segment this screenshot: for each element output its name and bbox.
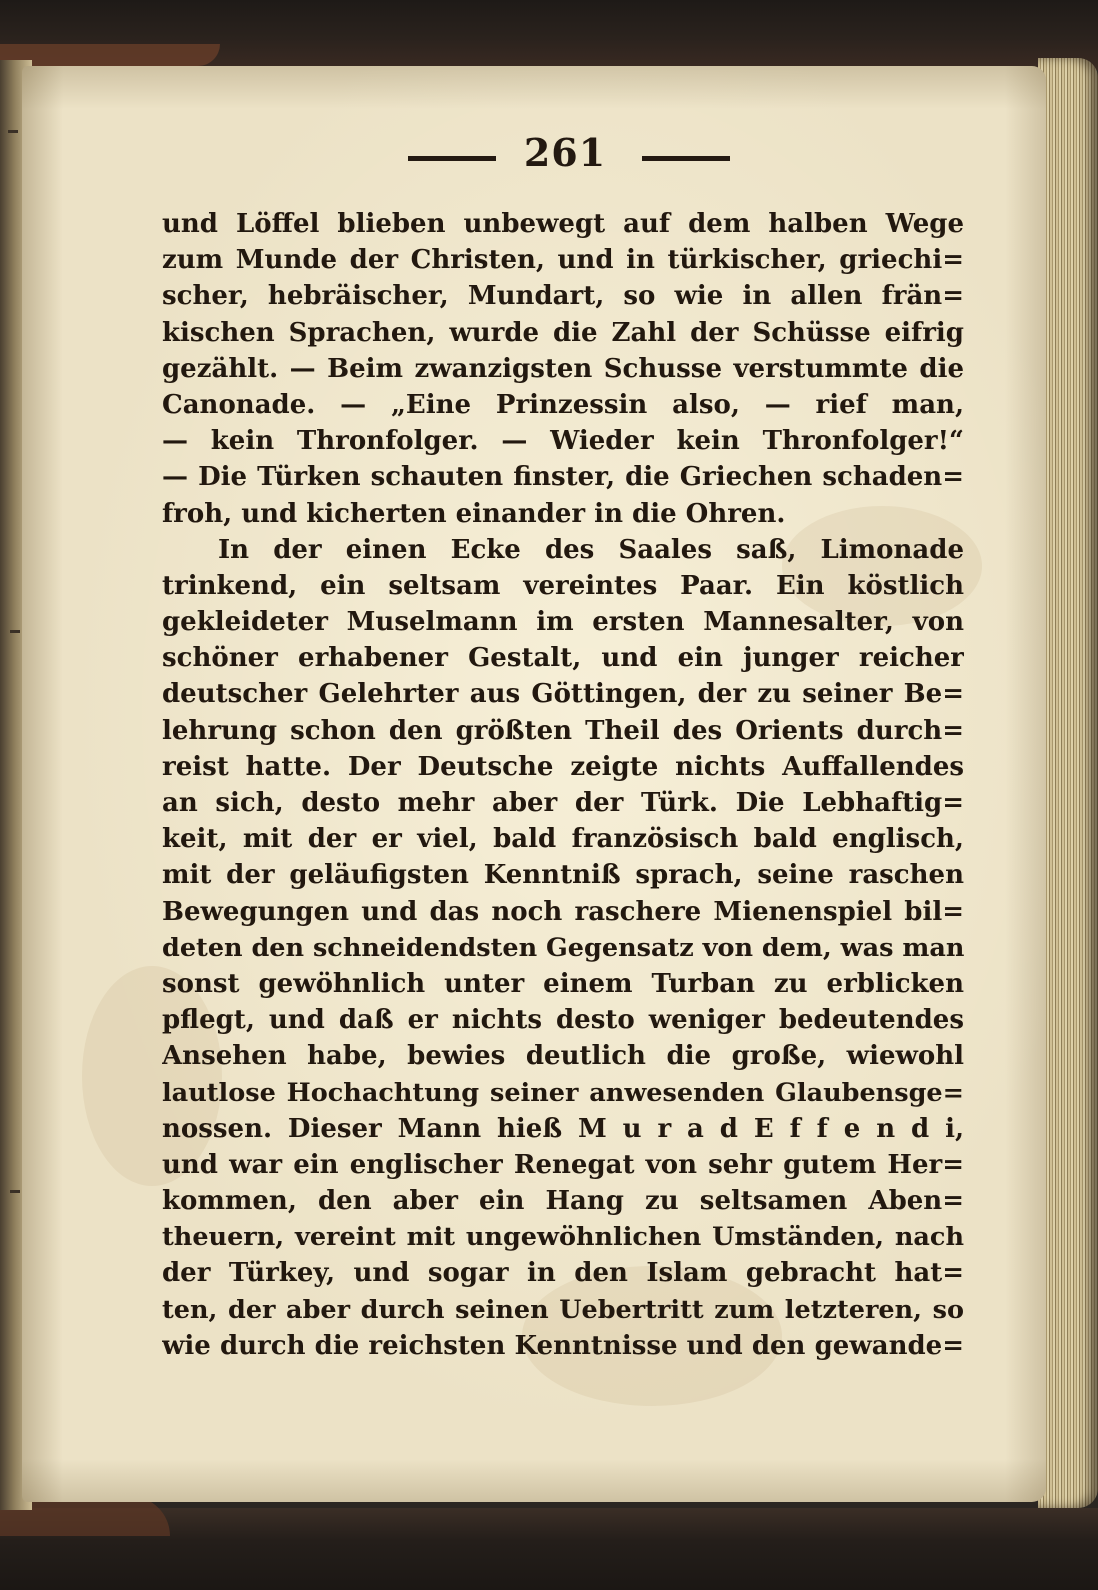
text-line: Canonade. — „Eine Prinzessin also, — rief man, (162, 389, 964, 420)
text-line: nossen. Dieser Mann hieß M u r a d E f f e n d i, (162, 1113, 964, 1144)
text-line: gezählt. — Beim zwanzigsten Schusse verstummte die (162, 353, 964, 384)
text-line: trinkend, ein seltsam vereintes Paar. Ein köstlich (162, 570, 964, 601)
text-line: zum Munde der Christen, und in türkischer, griechi= (162, 245, 964, 276)
body-text (162, 206, 964, 1364)
text-line: gekleideter Muselmann im ersten Mannesalter, von (162, 607, 964, 638)
text-line: kischen Sprachen, wurde die Zahl der Schüsse eifrig (162, 317, 964, 348)
text-line: und Löffel blieben unbewegt auf dem halben Wege (162, 209, 964, 239)
text-line: sonst gewöhnlich unter einem Turban zu erblicken (162, 968, 964, 999)
page-number: 261 (523, 130, 607, 175)
header-rule-left (408, 156, 496, 161)
text-line: lehrung schon den größten Theil des Orients durch= (162, 715, 964, 746)
text-line: keit, mit der er viel, bald französisch bald englisch, (162, 824, 964, 855)
margin-mark (10, 630, 20, 633)
text-line: Bewegungen und das noch raschere Mienenspiel bil= (162, 896, 964, 927)
text-line: Ansehen habe, bewies deutlich die große, wiewohl (162, 1041, 964, 1072)
text-line: reist hatte. Der Deutsche zeigte nichts Auffallendes (162, 751, 964, 782)
text-line: scher, hebräischer, Mundart, so wie in allen frän= (162, 281, 964, 312)
text-line: theuern, vereint mit ungewöhnlichen Umständen, nach (162, 1222, 964, 1253)
text-line: und war ein englischer Renegat von sehr gutem Her= (162, 1149, 964, 1180)
text-line: der Türkey, und sogar in den Islam gebracht hat= (162, 1258, 964, 1289)
text-line: In der einen Ecke des Saales saß, Limonade (218, 534, 964, 565)
page-header (0, 130, 1098, 190)
text-line: mit der geläufigsten Kenntniß sprach, seine raschen (162, 860, 964, 891)
text-line: deutscher Gelehrter aus Göttingen, der zu seiner Be= (162, 679, 964, 710)
header-rule-right (642, 156, 730, 161)
text-line: pflegt, und daß er nichts desto weniger bedeutendes (162, 1005, 964, 1036)
cover-leather-edge-top (0, 44, 220, 66)
text-line: froh, und kicherten einander in die Ohren. (162, 498, 786, 529)
text-line: an sich, desto mehr aber der Türk. Die Lebhaftig= (162, 788, 964, 818)
margin-mark (10, 1190, 20, 1193)
text-line: deten den schneidendsten Gegensatz von dem, was man (162, 932, 964, 963)
text-line: — Die Türken schauten finster, die Griechen schaden= (162, 462, 964, 493)
text-line: lautlose Hochachtung seiner anwesenden Glaubensge= (162, 1077, 964, 1108)
text-line: wie durch die reichsten Kenntnisse und den gewande= (162, 1330, 964, 1361)
text-line: — kein Thronfolger. — Wieder kein Thronfolger!“ (162, 426, 964, 457)
text-line: kommen, den aber ein Hang zu seltsamen Aben= (162, 1186, 964, 1217)
page-stack-fore-edge (1038, 58, 1098, 1508)
text-line: schöner erhabener Gestalt, und ein junger reicher (162, 643, 964, 674)
text-line: ten, der aber durch seinen Uebertritt zum letzteren, so (162, 1294, 964, 1325)
